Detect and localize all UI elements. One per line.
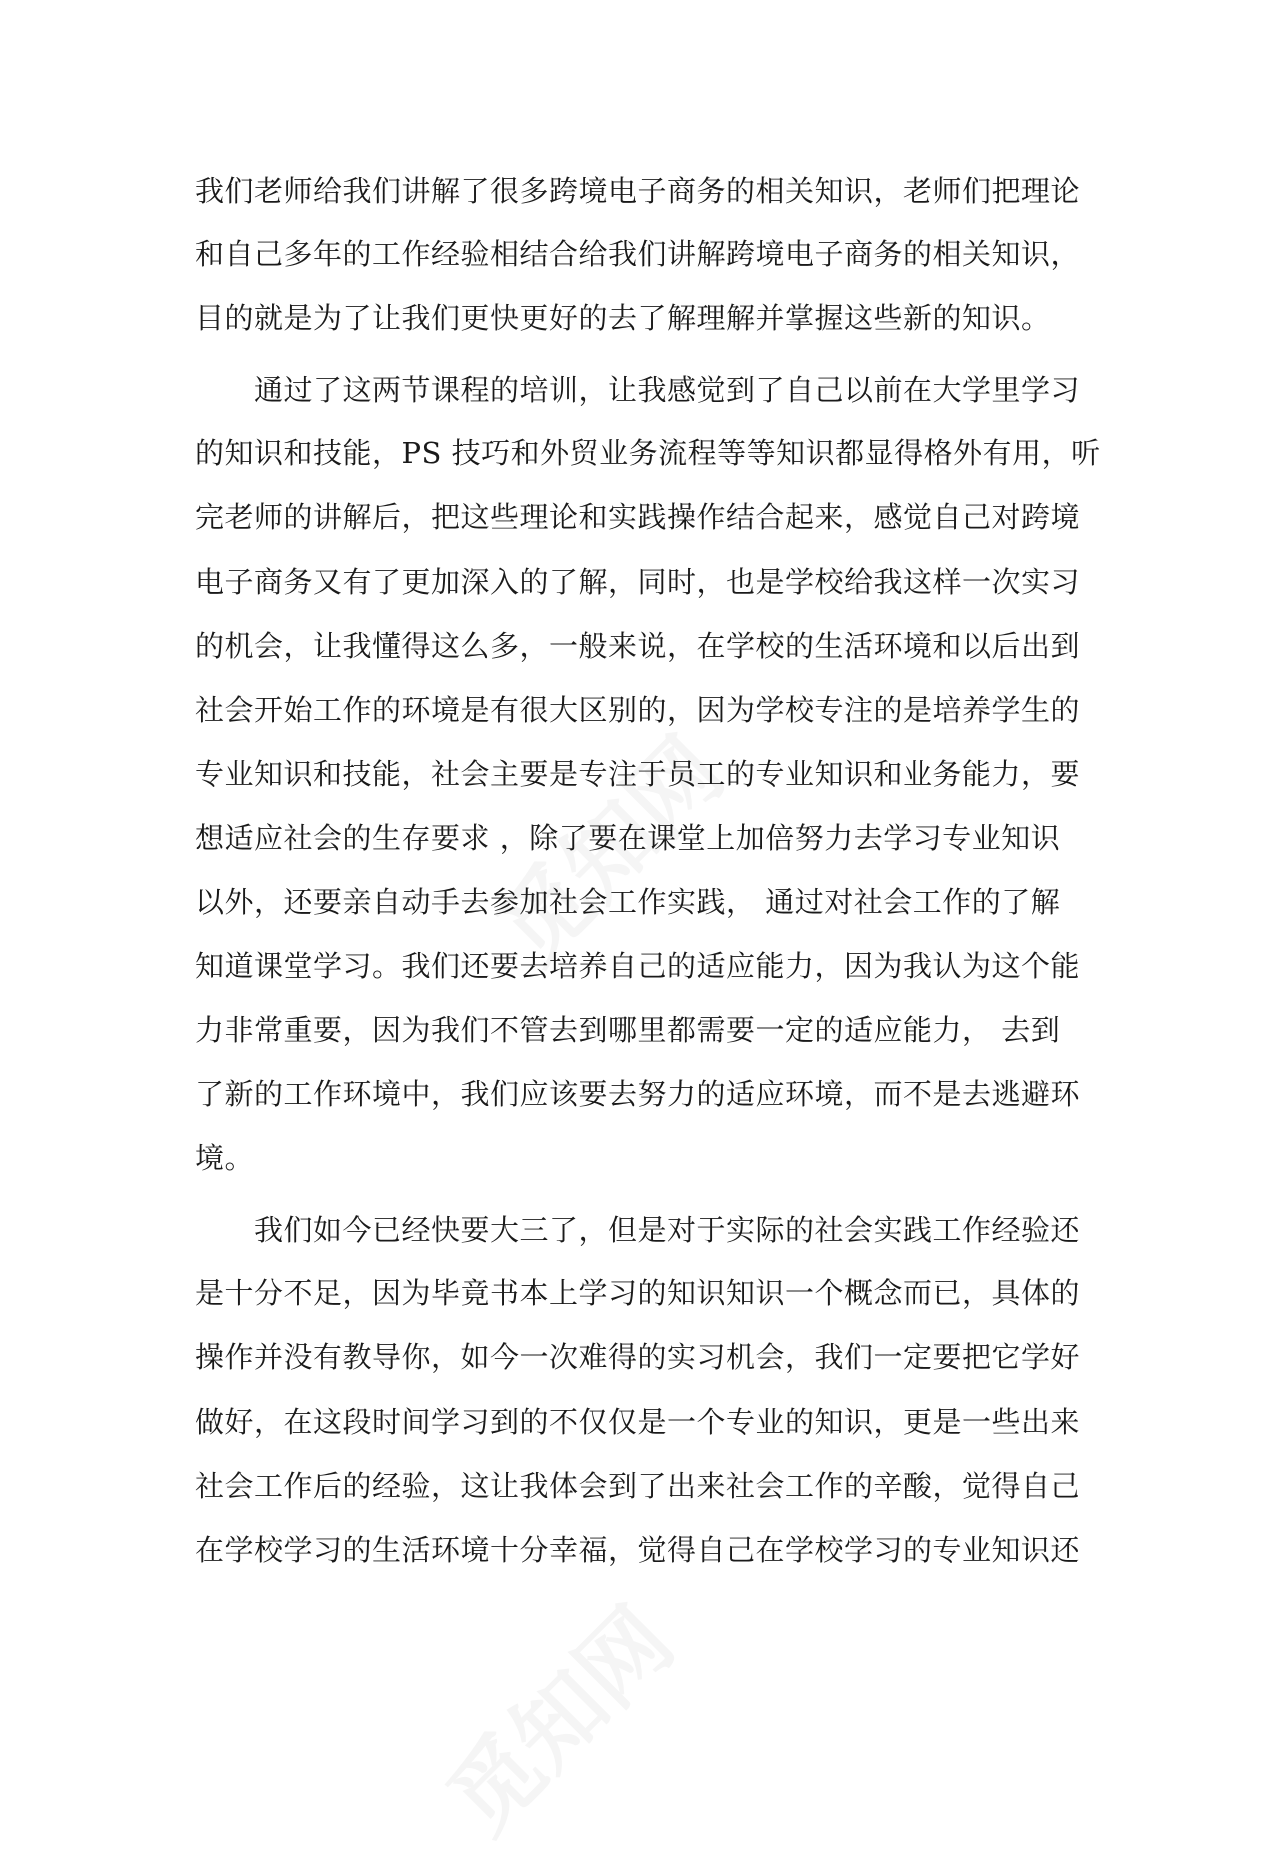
- text-line: 知道课堂学习。我们还要去培养自己的适应能力，因为我认为这个能: [195, 949, 1081, 983]
- text-line: 社会开始工作的环境是有很大区别的，因为学校专注的是培养学生的: [195, 693, 1081, 727]
- text-line: 想适应社会的生存要求 ，除了要在课堂上加倍努力去学习专业知识: [195, 821, 1061, 855]
- text-line: 社会工作后的经验，这让我体会到了出来社会工作的辛酸，觉得自己: [195, 1469, 1081, 1503]
- text-line: 的机会，让我懂得这么多，一般来说，在学校的生活环境和以后出到: [195, 629, 1081, 663]
- text-line: 完老师的讲解后，把这些理论和实践操作结合起来，感觉自己对跨境: [195, 500, 1081, 534]
- text-line: 是十分不足，因为毕竟书本上学习的知识知识一个概念而已，具体的: [195, 1276, 1081, 1310]
- text-line: 电子商务又有了更加深入的了解，同时，也是学校给我这样一次实习: [195, 565, 1081, 599]
- text-line: 力非常重要，因为我们不管去到哪里都需要一定的适应能力， 去到: [195, 1013, 1061, 1047]
- text-line: 通过了这两节课程的培训，让我感觉到了自己以前在大学里学习: [254, 373, 1081, 407]
- watermark-bottom: [414, 1574, 697, 1856]
- text-line: 了新的工作环境中，我们应该要去努力的适应环境，而不是去逃避环: [195, 1077, 1081, 1111]
- text-line: 专业知识和技能，社会主要是专注于员工的专业知识和业务能力，要: [195, 757, 1081, 791]
- text-line: 我们老师给我们讲解了很多跨境电子商务的相关知识，老师们把理论: [195, 174, 1081, 208]
- text-line: 境。: [195, 1141, 255, 1175]
- text-line: 我们如今已经快要大三了，但是对于实际的社会实践工作经验还: [254, 1213, 1081, 1247]
- text-line: 操作并没有教导你，如今一次难得的实习机会，我们一定要把它学好: [195, 1340, 1081, 1374]
- text-line: 在学校学习的生活环境十分幸福，觉得自己在学校学习的专业知识还: [195, 1533, 1081, 1567]
- text-line: 做好，在这段时间学习到的不仅仅是一个专业的知识，更是一些出来: [195, 1405, 1081, 1439]
- text-line: 和自己多年的工作经验相结合给我们讲解跨境电子商务的相关知识，: [195, 237, 1081, 271]
- text-line: 目的就是为了让我们更快更好的去了解理解并掌握这些新的知识。: [195, 301, 1051, 335]
- text-line: 以外，还要亲自动手去参加社会工作实践， 通过对社会工作的了解: [195, 885, 1061, 919]
- text-line: 的知识和技能，PS 技巧和外贸业务流程等等知识都显得格外有用，听: [195, 436, 1101, 470]
